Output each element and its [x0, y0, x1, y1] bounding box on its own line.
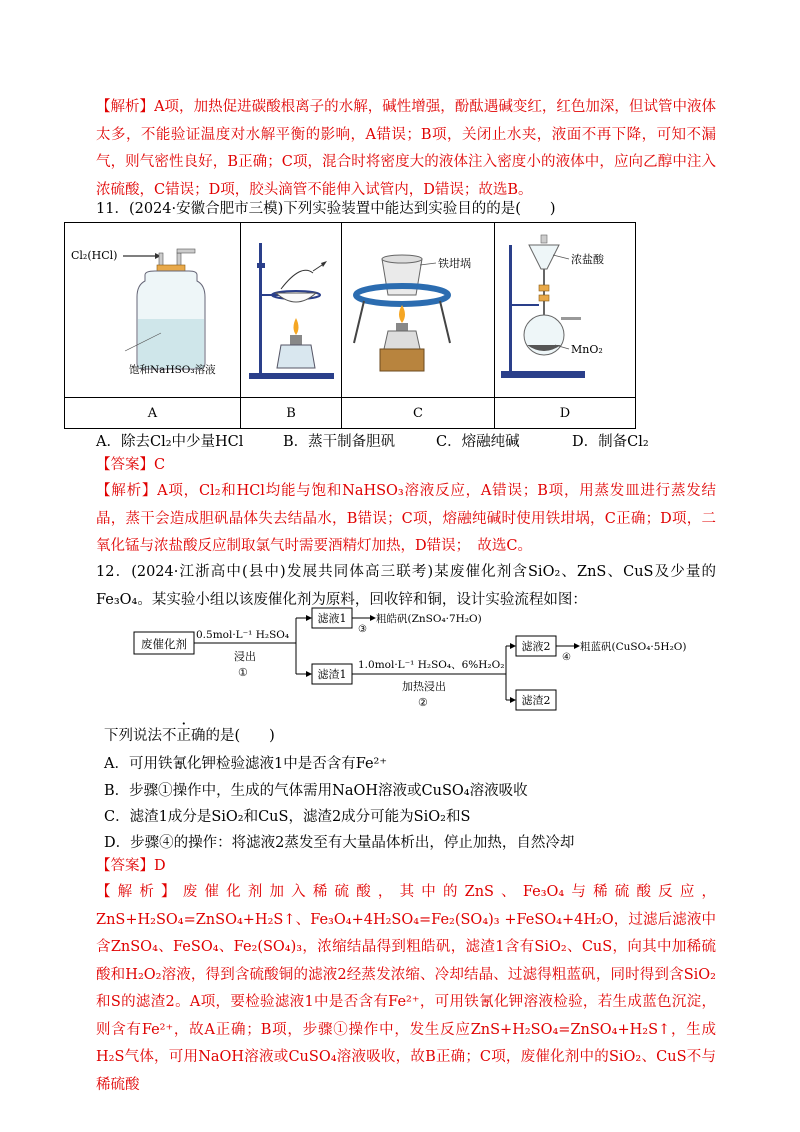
analysis-tag: 【解析】	[96, 884, 183, 900]
flow-step2-num: ②	[418, 696, 428, 709]
q12-option-d: D．步骤④的操作：将滤液2蒸发至有大量晶体析出，停止加热，自然冷却	[104, 835, 575, 851]
analysis-text: A项，加热促进碳酸根离子的水解，碱性增强，酚酞遇碱变红，红色加深，但试管中液体太多，不能验证温度对水解平衡的影响，A错误；B项，关闭止水夹，液面不再下降，可知不漏气，则气密性良好，B正确；C项，混合时将密度大的液体注入密度小的液体中，应向乙醇中注入浓硫酸，C错误；D项，胶头滴管不能伸入试管内，D错误；故选B。	[96, 99, 717, 198]
q11-answer	[96, 455, 165, 475]
analysis-text: A项，Cl₂和HCl均能与饱和NaHSO₃溶液反应，A错误；B项，用蒸发皿进行蒸发结晶，蒸干会造成胆矾晶体失去结晶水，B错误；C项，熔融纯碱时使用铁坩埚，C正确；D项，二氧化锰与浓盐酸反应制取氯气时需要酒精灯加热，D错误； 故选C。	[96, 483, 717, 554]
apparatus-b-figure	[241, 223, 342, 398]
question-emphasis: 不正确	[162, 728, 206, 744]
analysis-tag: 【解析】	[96, 99, 155, 115]
q12-question	[104, 726, 275, 746]
flow-step2: 加热浸出	[402, 680, 446, 693]
flow-reagent2: 1.0mol·L⁻¹ H₂SO₄、6%H₂O₂	[358, 659, 505, 671]
apparatus-label-d: D	[495, 398, 636, 429]
gas-washing-bottle-icon	[65, 223, 240, 393]
flow-start: 废催化剂	[141, 637, 187, 651]
flow-residue2: 滤渣2	[521, 694, 551, 707]
apparatus-a-figure	[65, 223, 241, 398]
q11-option-d: D．制备Cl₂	[572, 434, 649, 450]
flow-filtrate1: 滤液1	[317, 612, 347, 625]
analysis-text: 废催化剂加入稀硫酸，其中的ZnS、Fe₃O₄与稀硫酸反应，ZnS+H₂SO₄=ZnSO₄+H₂S↑、Fe₃O₄+4H₂SO₄=Fe₂(SO₄)₃ +FeSO₄+4H₂O，过滤后滤液中含ZnSO₄、FeSO₄、Fe₂(SO₄)₃，浓缩结晶得到粗皓矾，滤渣1含有SiO₂、CuS，向其中加稀硫酸和H₂O₂溶液，得到含硫酸铜的滤液2经蒸发浓缩、冷却结晶、过滤得粗蓝矾，同时得到含SiO₂和S的滤渣2。A项，要检验滤液1中是否含有Fe²⁺，可用铁氰化钾溶液检验，若生成蓝色沉淀，则含有Fe²⁺，故A正确；B项，步骤①操作中，发生反应ZnS+H₂SO₄=ZnSO₄+H₂S↑，生成H₂S气体，可用NaOH溶液或CuSO₄溶液吸收，故B正确；C项，废催化剂中的SiO₂、CuS不与稀硫酸	[96, 884, 717, 1093]
flow-reagent1: 0.5mol·L⁻¹ H₂SO₄	[196, 629, 290, 641]
question-post: 的是( )	[205, 728, 275, 744]
flow-step3-num: ③	[358, 624, 367, 635]
answer-tag: 【答案】	[96, 858, 154, 874]
q11-option-a: A．除去Cl₂中少量HCl	[96, 434, 244, 450]
apparatus-table	[64, 222, 636, 429]
q12-option-a: A．可用铁氰化钾检验滤液1中是否含有Fe²⁺	[104, 756, 388, 772]
q12-stem: 12．(2024·江浙高中(县中)发展共同体高三联考)某废催化剂含SiO₂、ZnS、CuS及少量的Fe₃O₄。某实验小组以该废催化剂为原料，回收锌和铜，设计实验流程如图：	[96, 564, 716, 608]
q11-option-b: B．蒸干制备胆矾	[283, 434, 396, 450]
apparatus-d-figure	[495, 223, 636, 398]
flow-step4-num: ④	[562, 652, 571, 663]
q12-answer	[96, 856, 166, 876]
evaporating-dish-icon	[241, 223, 341, 393]
answer-tag: 【答案】	[96, 457, 154, 473]
analysis-tag: 【解析】	[96, 483, 158, 499]
process-flow-diagram	[126, 604, 726, 719]
q12-option-b: B．步骤①操作中，生成的气体需用NaOH溶液或CuSO₄溶液吸收	[104, 783, 528, 799]
apparatus-d-solid-label: MnO₂	[571, 343, 603, 356]
chlorine-generator-icon	[495, 223, 635, 393]
flow-filtrate2: 滤液2	[521, 640, 551, 653]
apparatus-c-crucible-label: 铁坩埚	[438, 257, 471, 270]
q11-stem: 11．(2024·安徽合肥市三模)下列实验装置中能达到实验目的的是( )	[96, 201, 556, 217]
iron-crucible-icon	[342, 223, 494, 393]
apparatus-label-a: A	[65, 398, 241, 429]
apparatus-c-figure	[342, 223, 495, 398]
answer-value: C	[154, 457, 166, 473]
apparatus-a-gas-label: Cl₂(HCl)	[71, 249, 118, 262]
answer-value: D	[154, 858, 166, 874]
flow-product2: 粗蓝矾(CuSO₄·5H₂O)	[580, 641, 687, 653]
q11-option-c: C．熔融纯碱	[436, 434, 520, 450]
question-pre: 下列说法	[104, 728, 162, 744]
q11-analysis	[96, 478, 716, 561]
flow-step1: 浸出	[234, 650, 256, 663]
apparatus-label-c: C	[342, 398, 495, 429]
flow-product1: 粗皓矾(ZnSO₄·7H₂O)	[376, 613, 482, 625]
apparatus-label-b: B	[241, 398, 342, 429]
apparatus-d-acid-label: 浓盐酸	[571, 253, 604, 266]
q12-option-c: C．滤渣1成分是SiO₂和CuS，滤渣2成分可能为SiO₂和S	[104, 809, 471, 825]
apparatus-a-solution-label: 饱和NaHSO₃溶液	[129, 364, 216, 376]
q12-analysis	[96, 879, 716, 1099]
flow-step1-num: ①	[238, 666, 248, 679]
q10-analysis	[96, 94, 716, 204]
flow-residue1: 滤渣1	[317, 668, 347, 681]
